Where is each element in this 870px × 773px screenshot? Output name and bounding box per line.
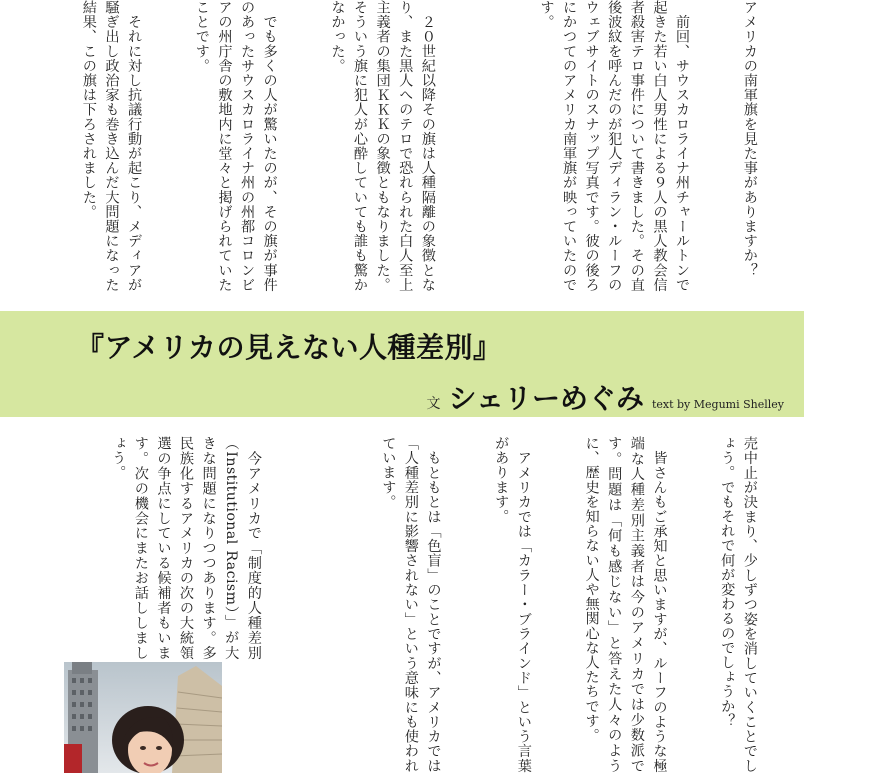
byline [427, 377, 785, 413]
author-name: シェリーめぐみ [448, 382, 644, 415]
author-photo [64, 662, 222, 773]
paragraph: 今アメリカで「制度的人種差別（Institutional Racism）」が大きな問題になりつつあります。多民族化するアメリカの次の大統領選の争点にしている候補者もいます。次の機会にまたお話ししましょう。 [110, 436, 262, 660]
paragraph: 皆さんもご承知と思いますが、ルーフのような極端な人種差別主義者は今のアメリカでは少数派です。問題は「何も感じない」と答えた人々のように、歴史を知らない人や無関心な人たちです。 [583, 436, 668, 773]
paragraph: 前回、サウスカロライナ州チャールトンで起きた若い白人男性による９人の黒人教会信者殺害テロ事件について書きました。その直後波紋を呼んだのが犯人ディラン・ルーフのウェブサイトのスナップ写真です。彼の後ろにかつてのアメリカ南軍旗が映っていたのです。 [538, 0, 691, 292]
city-portrait-image [64, 662, 222, 773]
author-credit: text by Megumi Shelley [651, 398, 784, 411]
paragraph: アメリカの南軍旗を見た事がありますか？ [741, 0, 758, 278]
paragraph: 売中止が決まり、少しずつ姿を消していくことでしょう。でもそれで何が変わるのでしょうか？ [719, 436, 758, 773]
paragraph: ２０世紀以降その旗は人種隔離の象徴となり、また黒人へのテロで恐れられた白人至上主義者の集団ＫＫＫの象徴ともなりました。そういう旗に犯人が心酔していても誰も驚かなかった。 [329, 0, 436, 292]
article-title: 『アメリカの見えない人種差別』 [76, 331, 502, 364]
paragraph: でも多くの人が驚いたのが、その旗が事件のあったサウスカロライナ州の州都コロンビアの州庁舎の敷地内に堂々と掲げられていたことです。 [193, 0, 278, 292]
paragraph: それに対し抗議行動が起こり、メディアが騒ぎ出し政治家も巻き込んだ大問題になった結果、この旗は下ろされました。 [80, 0, 143, 292]
article-column-bottom-right [336, 436, 806, 773]
paragraph: もともとは「色盲」のことですが、アメリカでは「人種差別に影響されない」という意味にも使われています。 [380, 436, 442, 773]
article-column-top-left [54, 0, 484, 292]
paragraph: アメリカでは「カラー・ブラインド」という言葉があります。 [493, 436, 532, 773]
article-column-bottom-left [58, 436, 310, 660]
byline-label: 文 [426, 396, 441, 412]
article-column-top-right [494, 0, 806, 292]
